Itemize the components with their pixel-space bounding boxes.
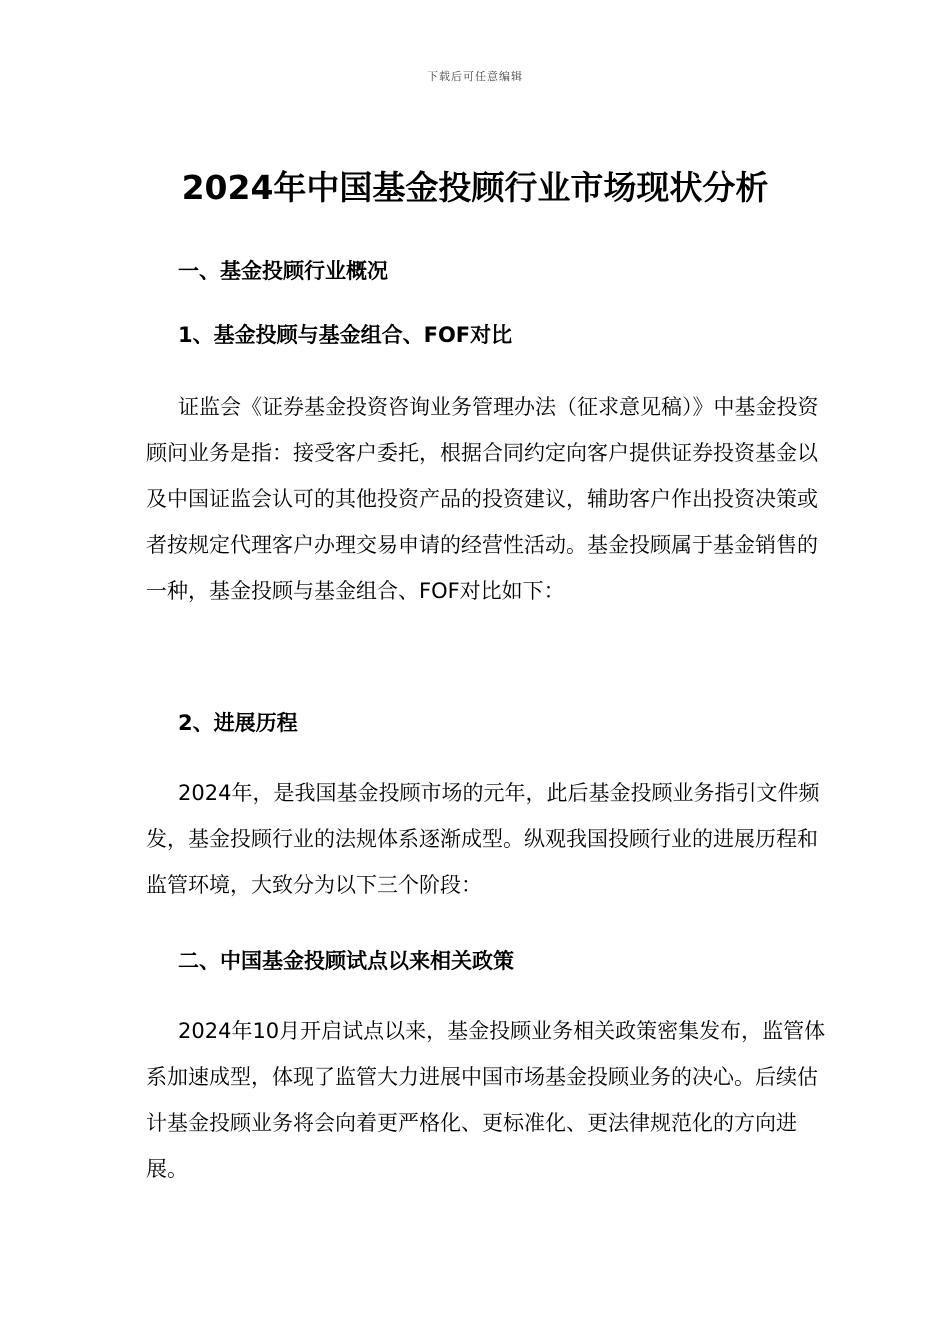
subsection-2-paragraph: 2024年，是我国基金投顾市场的元年，此后基金投顾业务指引文件频发，基金投顾行业的法规体系逐渐成型。纵观我国投顾行业的进展历程和监管环境，大致分为以下三个阶段： (146, 781, 820, 897)
header-note: 下载后可任意编辑 (427, 70, 523, 83)
section-2-heading: 二、中国基金投顾试点以来相关政策 (178, 949, 514, 973)
document-title: 2024年中国基金投顾行业市场现状分析 (181, 168, 769, 207)
subsection-1-heading: 1、基金投顾与基金组合、FOF对比 (178, 323, 513, 347)
subsection-2-heading: 2、进展历程 (178, 711, 298, 735)
section-1-heading: 一、基金投顾行业概况 (178, 259, 388, 283)
subsection-1-paragraph: 证监会《证券基金投资咨询业务管理办法（征求意见稿）》中基金投资顾问业务是指：接受客户委托，根据合同约定向客户提供证券投资基金以及中国证监会认可的其他投资产品的投资建议，辅助客户作出投资决策或者按规定代理客户办理交易申请的经营性活动。基金投顾属于基金销售的一种，基金投顾与基金组合、FOF对比如下： (146, 395, 819, 603)
section-2-paragraph: 2024年10月开启试点以来，基金投顾业务相关政策密集发布，监管体系加速成型，体现了监管大力进展中国市场基金投顾业务的决心。后续估计基金投顾业务将会向着更严格化、更标准化、更法律规范化的方向进展。 (146, 1019, 826, 1181)
